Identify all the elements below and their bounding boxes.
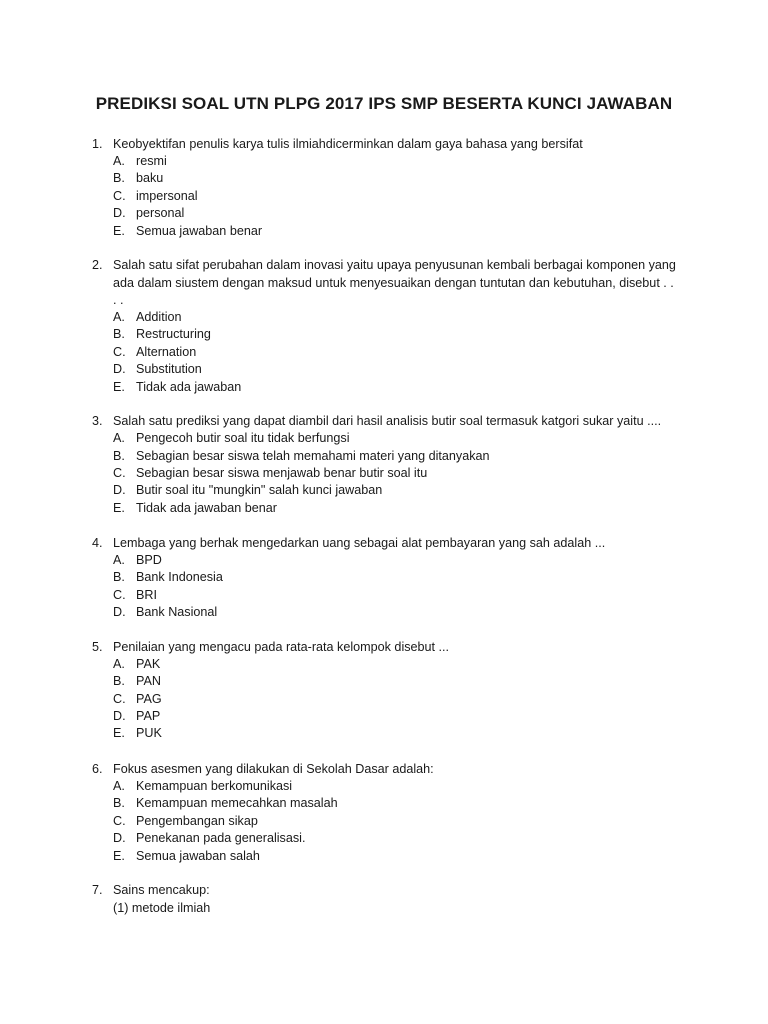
question-number: 4. xyxy=(92,536,103,550)
option-letter: C. xyxy=(113,588,126,602)
option-text: personal xyxy=(136,206,185,220)
question-number: 2. xyxy=(92,258,103,272)
question-text-continued: (1) metode ilmiah xyxy=(113,901,211,915)
option-text: BPD xyxy=(136,553,162,567)
option-letter: D. xyxy=(113,831,126,845)
option-text: PAN xyxy=(136,674,161,688)
option-letter: B. xyxy=(113,674,125,688)
option-text: Pengecoh butir soal itu tidak berfungsi xyxy=(136,431,350,445)
option-text: resmi xyxy=(136,154,167,168)
page-title: PREDIKSI SOAL UTN PLPG 2017 IPS SMP BESERTA KUNCI JAWABAN xyxy=(95,94,673,113)
option-letter: A. xyxy=(113,154,125,168)
option-text: Penekanan pada generalisasi. xyxy=(136,831,306,845)
option-text: Sebagian besar siswa menjawab benar butir soal itu xyxy=(136,466,428,480)
option-text: Kemampuan berkomunikasi xyxy=(136,779,293,793)
option-text: Alternation xyxy=(136,345,197,359)
option-text: PAP xyxy=(136,709,161,723)
option-letter: B. xyxy=(113,570,125,584)
option-letter: D. xyxy=(113,605,126,619)
option-text: Bank Indonesia xyxy=(136,570,223,584)
option-text: Semua jawaban benar xyxy=(136,224,263,238)
option-letter: C. xyxy=(113,814,126,828)
option-text: Tidak ada jawaban benar xyxy=(136,501,277,515)
option-letter: B. xyxy=(113,171,125,185)
question-number: 3. xyxy=(92,414,103,428)
question-text-continued: . . xyxy=(113,293,124,307)
option-letter: D. xyxy=(113,709,126,723)
option-letter: C. xyxy=(113,345,126,359)
option-text: Kemampuan memecahkan masalah xyxy=(136,796,338,810)
question-text: Fokus asesmen yang dilakukan di Sekolah Dasar adalah: xyxy=(113,762,434,776)
option-text: Tidak ada jawaban xyxy=(136,380,242,394)
option-text: Semua jawaban salah xyxy=(136,849,260,863)
option-letter: A. xyxy=(113,553,125,567)
option-text: Sebagian besar siswa telah memahami materi yang ditanyakan xyxy=(136,449,490,463)
question-text: Lembaga yang berhak mengedarkan uang sebagai alat pembayaran yang sah adalah ... xyxy=(113,536,606,550)
option-text: impersonal xyxy=(136,189,198,203)
option-text: Bank Nasional xyxy=(136,605,218,619)
option-text: PAG xyxy=(136,692,162,706)
option-letter: A. xyxy=(113,431,125,445)
option-letter: E. xyxy=(113,380,125,394)
option-letter: C. xyxy=(113,692,126,706)
option-text: baku xyxy=(136,171,164,185)
option-text: Addition xyxy=(136,310,182,324)
option-letter: D. xyxy=(113,483,126,497)
question-text: Sains mencakup: xyxy=(113,883,210,897)
question-number: 1. xyxy=(92,137,103,151)
option-letter: E. xyxy=(113,849,125,863)
option-letter: A. xyxy=(113,310,125,324)
option-letter: D. xyxy=(113,362,126,376)
option-letter: B. xyxy=(113,449,125,463)
option-text: Substitution xyxy=(136,362,202,376)
option-letter: B. xyxy=(113,327,125,341)
question-text-continued: ada dalam siustem dengan maksud untuk menyesuaikan dengan tuntutan dan kebutuhan, disebut . . xyxy=(113,276,674,290)
question-text: Salah satu prediksi yang dapat diambil dari hasil analisis butir soal termasuk katgori sukar yaitu .... xyxy=(113,414,662,428)
option-letter: C. xyxy=(113,466,126,480)
option-letter: A. xyxy=(113,779,125,793)
question-number: 7. xyxy=(92,883,103,897)
option-letter: D. xyxy=(113,206,126,220)
option-text: Butir soal itu "mungkin" salah kunci jawaban xyxy=(136,483,383,497)
option-letter: A. xyxy=(113,657,125,671)
option-letter: E. xyxy=(113,726,125,740)
question-text: Penilaian yang mengacu pada rata-rata kelompok disebut ... xyxy=(113,640,450,654)
option-text: PUK xyxy=(136,726,162,740)
question-number: 5. xyxy=(92,640,103,654)
question-number: 6. xyxy=(92,762,103,776)
option-letter: E. xyxy=(113,501,125,515)
option-letter: B. xyxy=(113,796,125,810)
question-text: Keobyektifan penulis karya tulis ilmiahdicerminkan dalam gaya bahasa yang bersifat xyxy=(113,137,583,151)
option-text: Pengembangan sikap xyxy=(136,814,258,828)
option-letter: C. xyxy=(113,189,126,203)
option-letter: E. xyxy=(113,224,125,238)
option-text: BRI xyxy=(136,588,157,602)
option-text: PAK xyxy=(136,657,161,671)
question-text: Salah satu sifat perubahan dalam inovasi yaitu upaya penyusunan kembali berbagai komponen yang xyxy=(113,258,676,272)
option-text: Restructuring xyxy=(136,327,211,341)
